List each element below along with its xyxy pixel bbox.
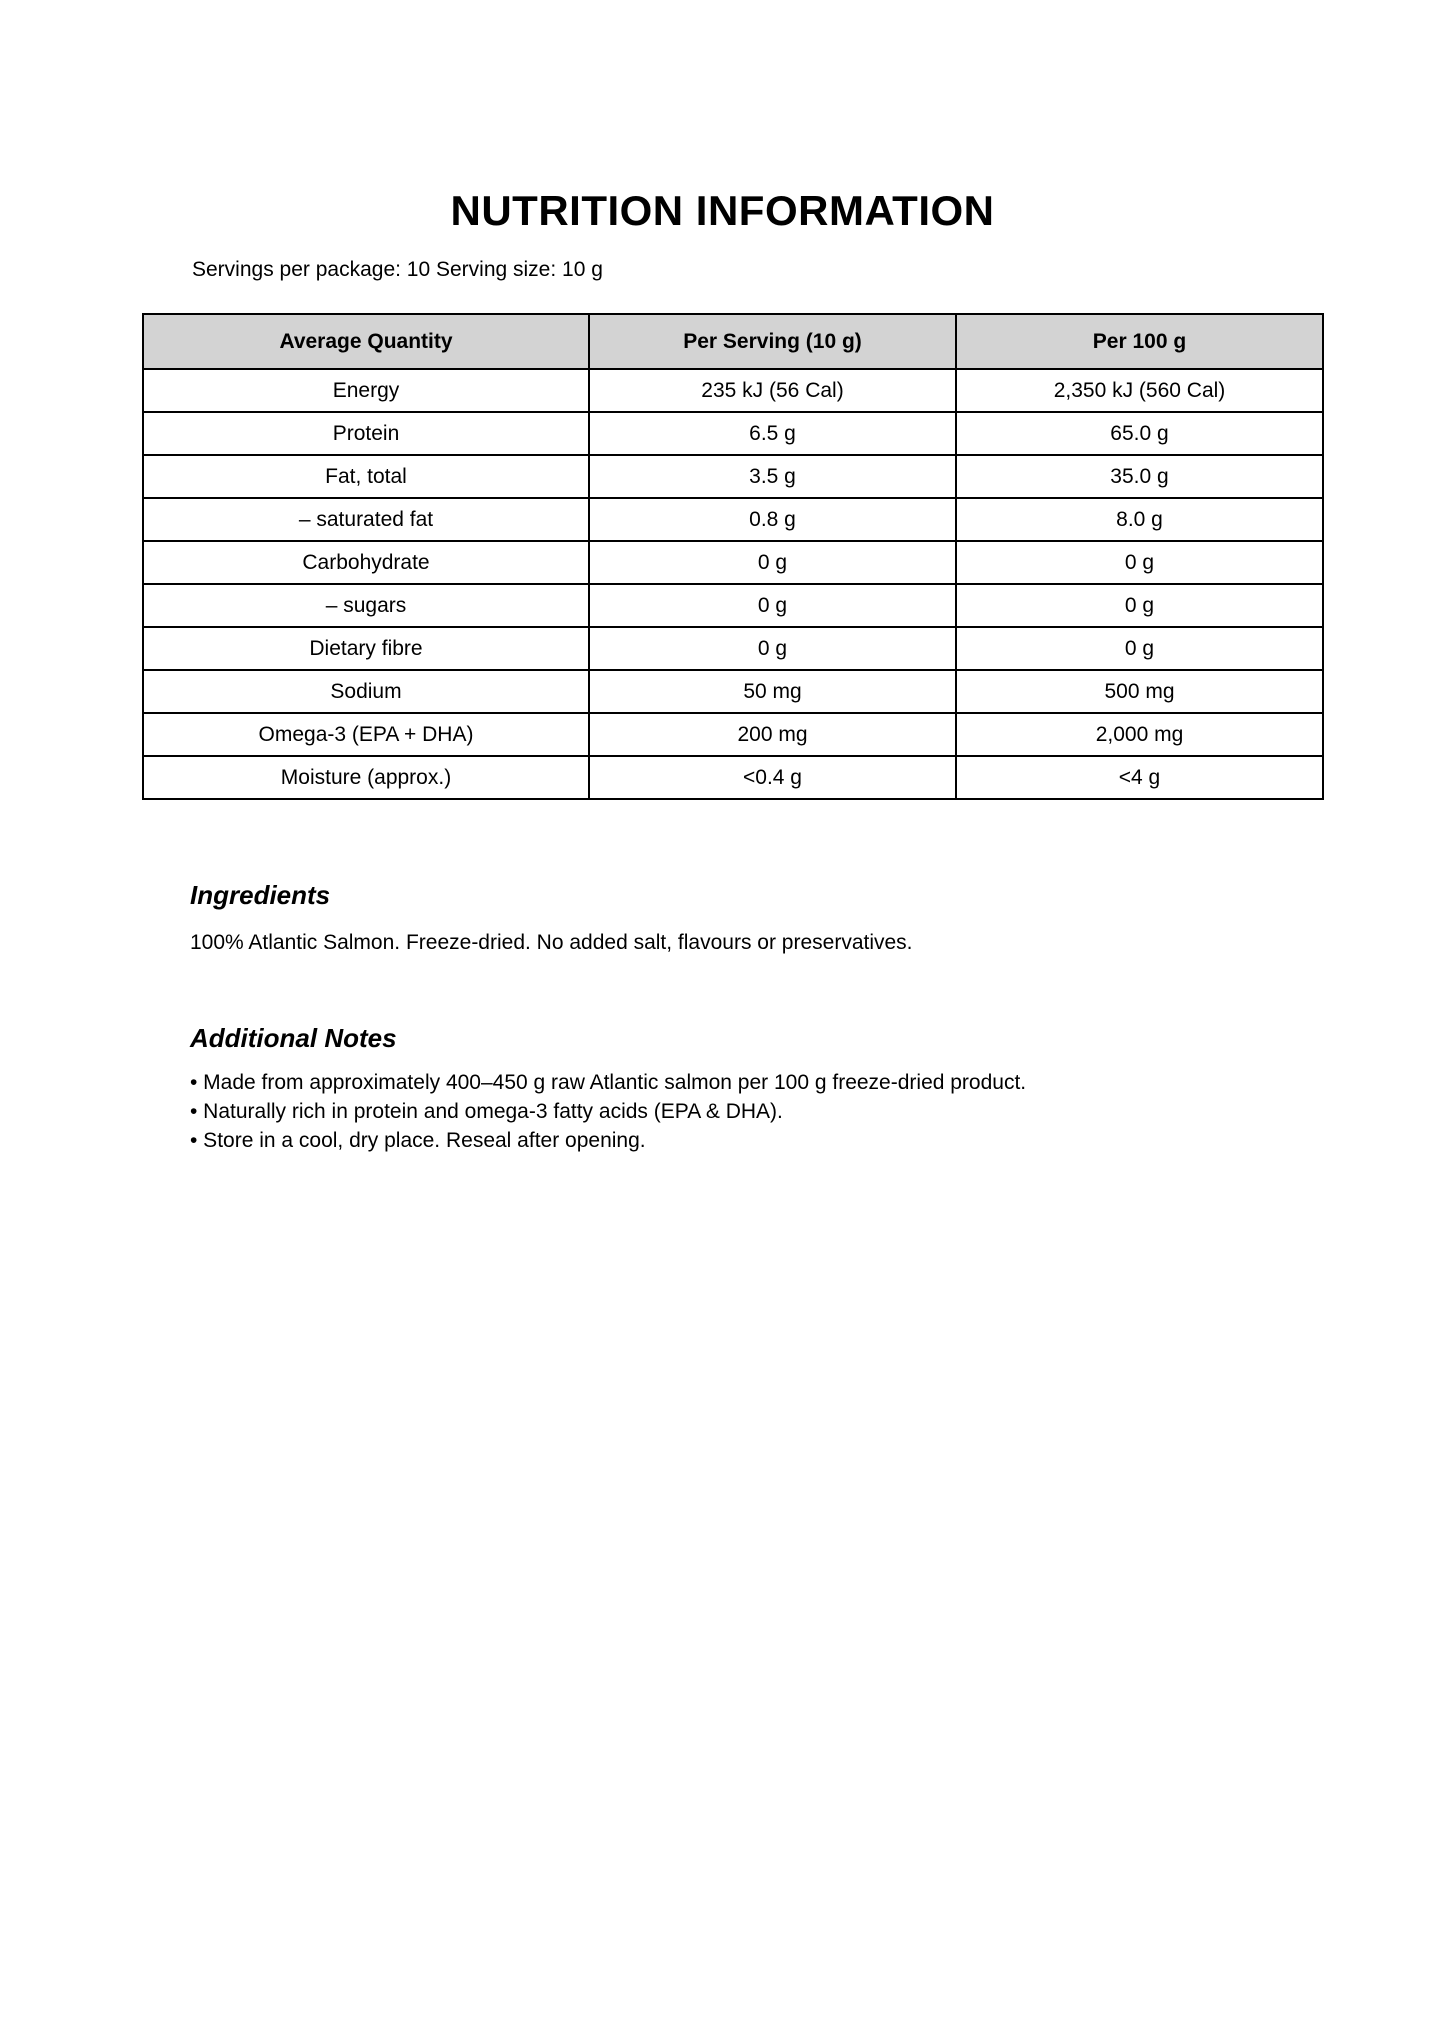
row-label: Protein — [143, 412, 589, 455]
row-per-100g: 0 g — [956, 541, 1323, 584]
row-per-100g: 0 g — [956, 584, 1323, 627]
row-per-100g: 2,350 kJ (560 Cal) — [956, 369, 1323, 412]
additional-notes-heading: Additional Notes — [190, 1023, 397, 1053]
row-per-100g: 2,000 mg — [956, 713, 1323, 756]
row-per-100g: 8.0 g — [956, 498, 1323, 541]
row-per-serving: 3.5 g — [589, 455, 956, 498]
row-per-100g: <4 g — [956, 756, 1323, 799]
table-row-carbohydrate — [143, 541, 1323, 584]
row-per-serving: 0 g — [589, 584, 956, 627]
row-label: – saturated fat — [143, 498, 589, 541]
table-row-fat-total — [143, 455, 1323, 498]
row-label: Carbohydrate — [143, 541, 589, 584]
column-header-per-100g: Per 100 g — [956, 314, 1323, 369]
row-label: Energy — [143, 369, 589, 412]
column-header-per-serving: Per Serving (10 g) — [589, 314, 956, 369]
row-per-serving: 0 g — [589, 541, 956, 584]
note-item: • Store in a cool, dry place. Reseal after opening. — [190, 1129, 646, 1152]
table-row-moisture — [143, 756, 1323, 799]
table-row-energy — [143, 369, 1323, 412]
table-row-omega3 — [143, 713, 1323, 756]
row-label: – sugars — [143, 584, 589, 627]
table-row-sodium — [143, 670, 1323, 713]
ingredients-heading: Ingredients — [190, 880, 331, 910]
row-label: Dietary fibre — [143, 627, 589, 670]
row-per-100g: 0 g — [956, 627, 1323, 670]
row-per-serving: 6.5 g — [589, 412, 956, 455]
row-per-100g: 35.0 g — [956, 455, 1323, 498]
page-title: NUTRITION INFORMATION — [450, 187, 995, 234]
row-label: Moisture (approx.) — [143, 756, 589, 799]
table-row-saturated-fat — [143, 498, 1323, 541]
ingredients-text: 100% Atlantic Salmon. Freeze-dried. No added salt, flavours or preservatives. — [190, 931, 913, 954]
additional-notes-list — [190, 1068, 1445, 1155]
row-per-serving: 50 mg — [589, 670, 956, 713]
row-label: Fat, total — [143, 455, 589, 498]
row-per-serving: 200 mg — [589, 713, 956, 756]
note-item: • Naturally rich in protein and omega-3 fatty acids (EPA & DHA). — [190, 1100, 783, 1123]
table-row-dietary-fibre — [143, 627, 1323, 670]
table-row-sugars — [143, 584, 1323, 627]
column-header-average-quantity: Average Quantity — [143, 314, 589, 369]
table-header-row — [143, 314, 1323, 369]
row-per-serving: 0 g — [589, 627, 956, 670]
nutrition-table — [142, 313, 1324, 800]
row-per-serving: 235 kJ (56 Cal) — [589, 369, 956, 412]
row-per-100g: 500 mg — [956, 670, 1323, 713]
row-label: Omega-3 (EPA + DHA) — [143, 713, 589, 756]
row-label: Sodium — [143, 670, 589, 713]
row-per-serving: <0.4 g — [589, 756, 956, 799]
table-row-protein — [143, 412, 1323, 455]
row-per-serving: 0.8 g — [589, 498, 956, 541]
note-item: • Made from approximately 400–450 g raw Atlantic salmon per 100 g freeze-dried product. — [190, 1071, 1027, 1094]
serving-info: Servings per package: 10 Serving size: 10 g — [192, 258, 603, 281]
row-per-100g: 65.0 g — [956, 412, 1323, 455]
